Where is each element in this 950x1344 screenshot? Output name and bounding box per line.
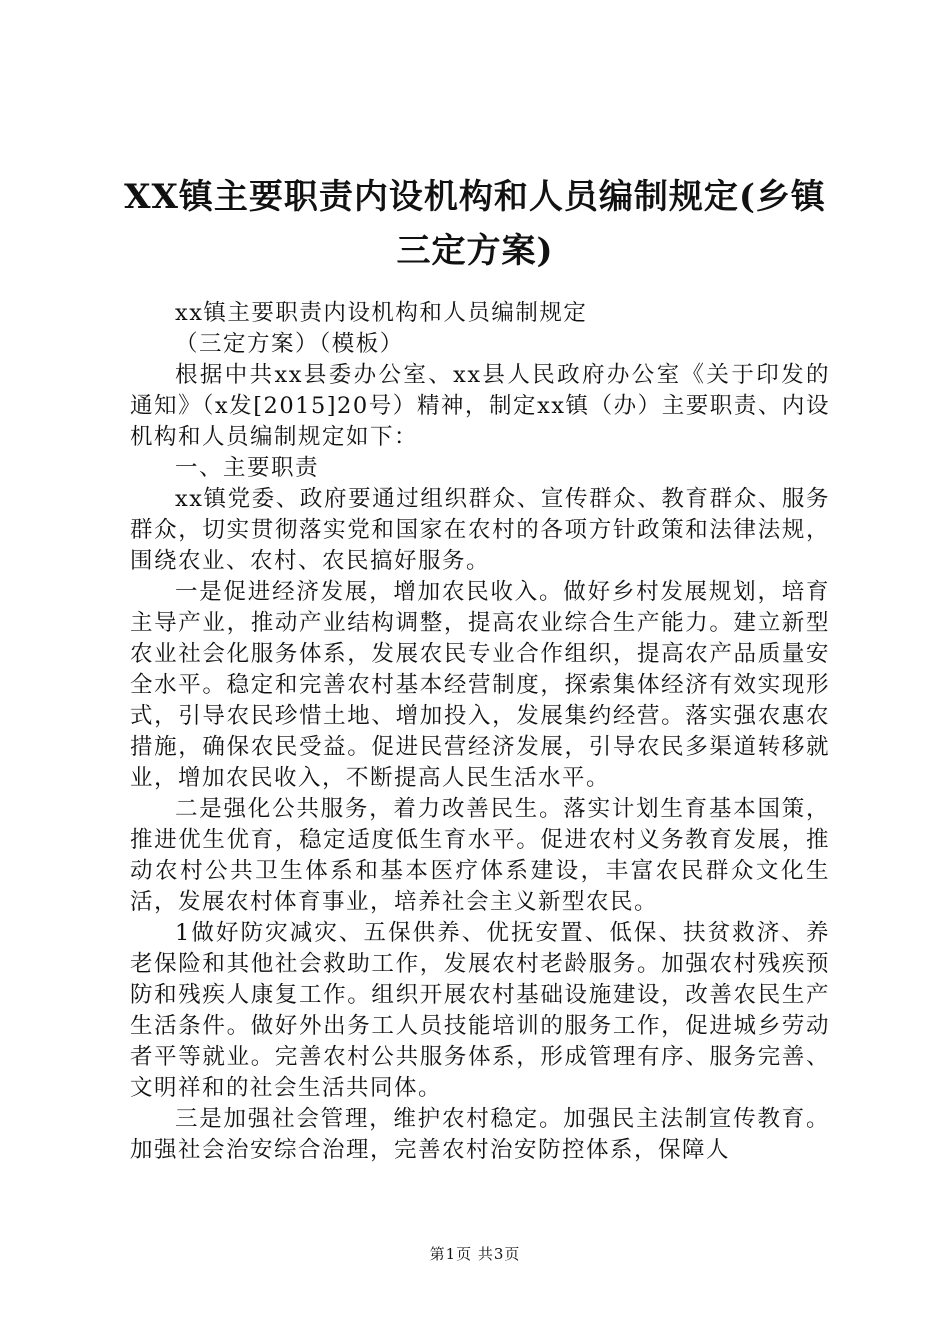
body-paragraph: 一是促进经济发展，增加农民收入。做好乡村发展规划，培育主导产业，推动产业结构调整，提高农业综合生产能力。建立新型农业社会化服务体系，发展农民专业合作组织，提高农产品质量安全水平。稳定和完善农村基本经营制度，探索集体经济有效实现形式，引导农民珍惜土地、增加投入，发展集约经营。落实强农惠农措施，确保农民受益。促进民营经济发展，引导农民多渠道转移就业，增加农民收入，不断提高人民生活水平。 xyxy=(130,579,830,791)
title-line-1: XX镇主要职责内设机构和人员编制规定(乡镇 xyxy=(124,177,826,217)
section-heading: 一、主要职责 xyxy=(175,455,320,481)
body-paragraph: xx镇党委、政府要通过组织群众、宣传群众、教育群众、服务群众，切实贯彻落实党和国家在农村的各项方针政策和法律法规，围绕农业、农村、农民搞好服务。 xyxy=(130,486,830,574)
body-paragraph: 1做好防灾减灾、五保供养、优抚安置、低保、扶贫救济、养老保险和其他社会救助工作，发展农村老龄服务。加强农村残疾预防和残疾人康复工作。组织开展农村基础设施建设，改善农民生产生活条件。做好外出务工人员技能培训的服务工作，促进城乡劳动者平等就业。完善农村公共服务体系，形成管理有序、服务完善、文明祥和的社会生活共同体。 xyxy=(130,920,830,1101)
subtitle-note: （三定方案）（模板） xyxy=(175,331,404,357)
title-line-2: 三定方案) xyxy=(396,231,554,271)
document-body xyxy=(130,298,830,1166)
document-title xyxy=(110,170,840,278)
subtitle-line: xx镇主要职责内设机构和人员编制规定 xyxy=(175,300,588,326)
body-paragraph: 三是加强社会管理，维护农村稳定。加强民主法制宣传教育。加强社会治安综合治理，完善农村治安防控体系，保障人 xyxy=(130,1106,830,1163)
page-number-footer: 第1页 共3页 xyxy=(429,1245,521,1263)
body-paragraph: 二是强化公共服务，着力改善民生。落实计划生育基本国策，推进优生优育，稳定适度低生育水平。促进农村义务教育发展，推动农村公共卫生体系和基本医疗体系建设，丰富农民群众文化生活，发展农村体育事业，培养社会主义新型农民。 xyxy=(130,796,830,915)
body-paragraph: 根据中共xx县委办公室、xx县人民政府办公室《关于印发的通知》（x发[2015]20号）精神，制定xx镇（办）主要职责、内设机构和人员编制规定如下： xyxy=(130,362,830,450)
